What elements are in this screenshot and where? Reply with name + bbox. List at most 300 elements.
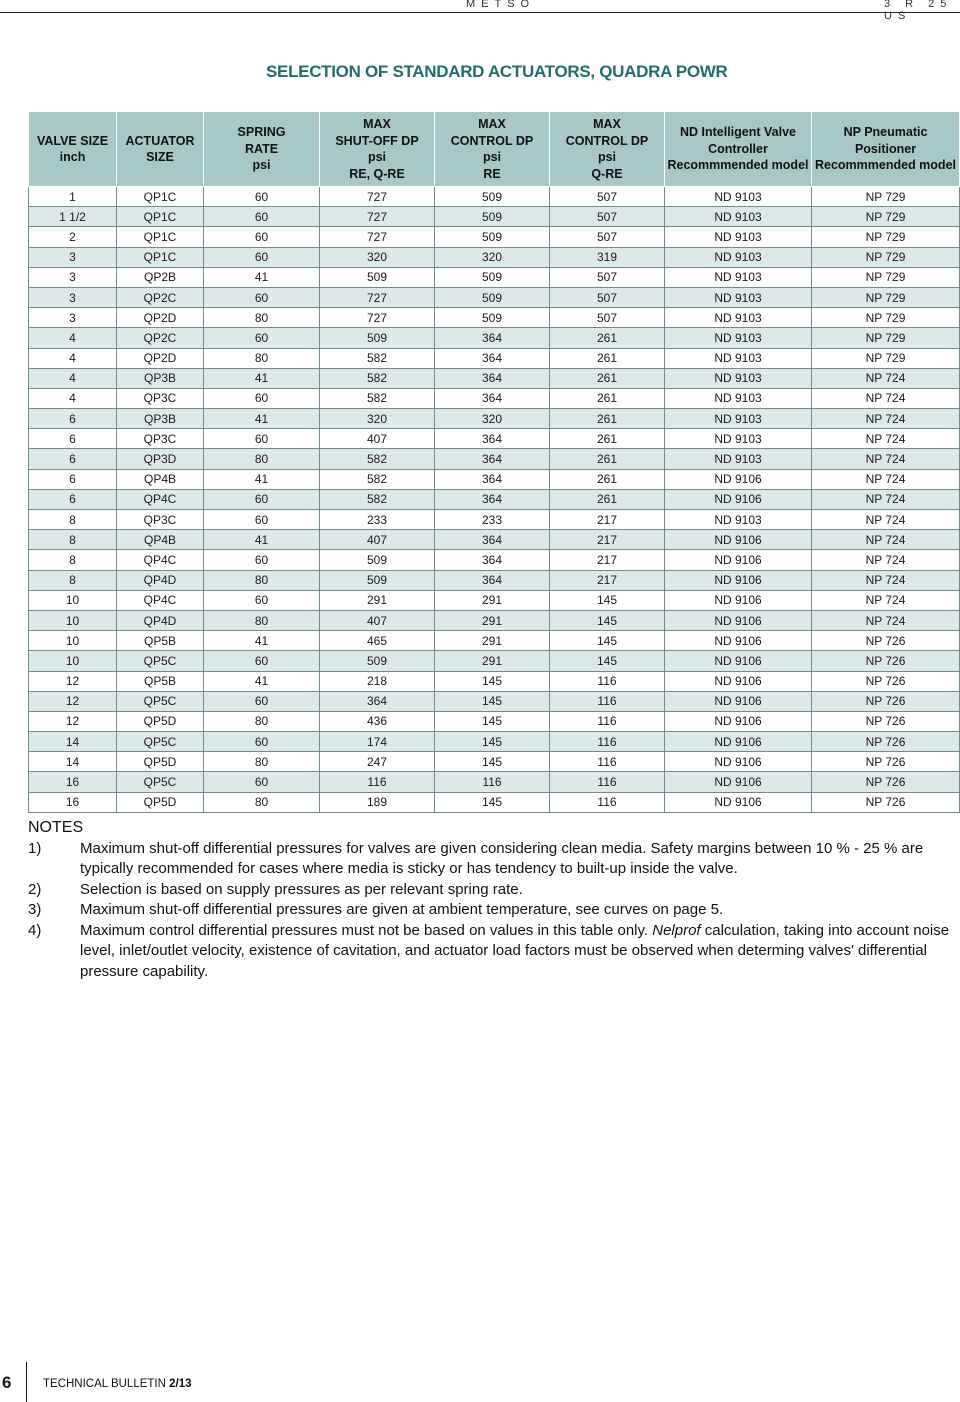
table-row: [29, 792, 960, 812]
table-cell: 4: [29, 348, 117, 368]
table-cell: 41: [204, 368, 320, 388]
table-cell: 3: [29, 287, 117, 307]
note-text: [80, 922, 949, 980]
table-cell: 80: [204, 610, 320, 630]
table-cell: 261: [550, 348, 665, 368]
table-cell: 364: [435, 328, 550, 348]
table-cell: ND 9103: [665, 429, 812, 449]
column-header-line: MAX: [363, 117, 391, 131]
table-cell: 364: [435, 429, 550, 449]
table-cell: 3: [29, 308, 117, 328]
table-cell: 116: [550, 671, 665, 691]
table-cell: 145: [435, 752, 550, 772]
doc-code: 3 R 25 US: [884, 0, 953, 22]
table-cell: ND 9106: [665, 732, 812, 752]
note-item: [28, 900, 960, 921]
table-cell: NP 726: [812, 631, 960, 651]
table-cell: 6: [29, 449, 117, 469]
table-cell: 60: [204, 590, 320, 610]
table-cell: QP1C: [117, 207, 204, 227]
table-cell: 60: [204, 227, 320, 247]
table-cell: NP 729: [812, 227, 960, 247]
column-header-line: Controller: [708, 141, 768, 156]
table-cell: 364: [435, 388, 550, 408]
table-cell: QP2D: [117, 308, 204, 328]
table-cell: 80: [204, 348, 320, 368]
table-cell: 60: [204, 388, 320, 408]
note-text-after: calculation, taking into account noise level, inlet/outlet velocity, existence of cavitation, and actuator load factors must be observed when determing valves' differential pressure capability.: [80, 921, 950, 980]
table-cell: 261: [550, 429, 665, 449]
table-cell: ND 9103: [665, 207, 812, 227]
table-cell: 509: [435, 287, 550, 307]
table-cell: 218: [320, 671, 435, 691]
table-cell: NP 726: [812, 711, 960, 731]
table-row: [29, 308, 960, 328]
table-row: [29, 570, 960, 590]
table-cell: ND 9106: [665, 530, 812, 550]
table-cell: 4: [29, 368, 117, 388]
table-cell: 727: [320, 187, 435, 207]
table-cell: 174: [320, 732, 435, 752]
note-number: 4): [28, 921, 42, 939]
table-cell: 261: [550, 469, 665, 489]
notes-heading: NOTES: [28, 819, 84, 836]
table-cell: 6: [29, 409, 117, 429]
table-cell: ND 9106: [665, 772, 812, 792]
column-header-line: RE, Q-RE: [349, 166, 405, 181]
table-cell: 6: [29, 489, 117, 509]
table-cell: QP2D: [117, 348, 204, 368]
table-cell: ND 9106: [665, 651, 812, 671]
table-cell: NP 724: [812, 510, 960, 530]
table-cell: 41: [204, 409, 320, 429]
table-cell: QP5C: [117, 691, 204, 711]
column-header-line: Positioner: [854, 141, 917, 156]
table-cell: 727: [320, 287, 435, 307]
table-cell: 60: [204, 691, 320, 711]
table-cell: ND 9103: [665, 409, 812, 429]
table-cell: 116: [550, 732, 665, 752]
column-header-line: VALVE SIZE: [36, 133, 109, 148]
column-header-line: SHUT-OFF DP: [335, 133, 419, 148]
column-header-line: psi: [597, 150, 617, 164]
table-cell: ND 9103: [665, 328, 812, 348]
column-header: [550, 112, 665, 187]
table-row: [29, 691, 960, 711]
column-header: [204, 112, 320, 187]
table-cell: QP1C: [117, 187, 204, 207]
footer-label: [43, 1378, 192, 1390]
table-cell: 509: [320, 550, 435, 570]
table-cell: QP4C: [117, 590, 204, 610]
table-cell: NP 729: [812, 267, 960, 287]
table-cell: ND 9103: [665, 348, 812, 368]
table-cell: ND 9103: [665, 227, 812, 247]
table-cell: 8: [29, 530, 117, 550]
table-cell: QP4B: [117, 530, 204, 550]
table-cell: 10: [29, 651, 117, 671]
table-cell: NP 726: [812, 651, 960, 671]
table-cell: NP 729: [812, 328, 960, 348]
table-cell: 320: [435, 409, 550, 429]
table-cell: 116: [320, 772, 435, 792]
table-cell: NP 729: [812, 287, 960, 307]
table-cell: 509: [435, 207, 550, 227]
table-cell: NP 724: [812, 368, 960, 388]
table-cell: 80: [204, 792, 320, 812]
table-cell: ND 9106: [665, 671, 812, 691]
table-cell: 582: [320, 469, 435, 489]
table-cell: 41: [204, 631, 320, 651]
table-cell: QP5B: [117, 671, 204, 691]
table-cell: 261: [550, 409, 665, 429]
table-cell: ND 9106: [665, 590, 812, 610]
table-body: [29, 187, 960, 813]
note-item: [28, 880, 960, 901]
table-cell: 14: [29, 732, 117, 752]
table-cell: 261: [550, 388, 665, 408]
table-cell: ND 9106: [665, 570, 812, 590]
table-cell: ND 9103: [665, 247, 812, 267]
table-cell: 6: [29, 429, 117, 449]
table-cell: NP 724: [812, 530, 960, 550]
table-cell: 291: [435, 631, 550, 651]
table-row: [29, 752, 960, 772]
column-header-line: CONTROL DP: [450, 133, 534, 148]
table-cell: NP 729: [812, 348, 960, 368]
table-cell: 2: [29, 227, 117, 247]
table-cell: 582: [320, 348, 435, 368]
table-cell: 116: [435, 772, 550, 792]
table-cell: 233: [435, 510, 550, 530]
table-cell: 407: [320, 429, 435, 449]
footer-divider: [26, 1362, 27, 1402]
note-text: Maximum shut-off differential pressures for valves are given considering clean media. Safety margins between 10 % - 25 % are typically recommended for cases where media is sticky or has tendency to built-up inside the valve.: [80, 839, 924, 877]
table-cell: 145: [435, 792, 550, 812]
table-cell: 364: [435, 489, 550, 509]
column-header: [435, 112, 550, 187]
table-cell: 60: [204, 207, 320, 227]
note-number: 3): [28, 901, 42, 918]
table-cell: 145: [435, 732, 550, 752]
table-cell: 509: [435, 267, 550, 287]
table-cell: NP 726: [812, 792, 960, 812]
table-row: [29, 227, 960, 247]
table-cell: 189: [320, 792, 435, 812]
table-cell: NP 724: [812, 388, 960, 408]
table-row: [29, 651, 960, 671]
column-header-line: psi: [367, 150, 387, 164]
table-cell: NP 724: [812, 409, 960, 429]
table-cell: ND 9106: [665, 711, 812, 731]
table-cell: QP4C: [117, 489, 204, 509]
table-cell: 217: [550, 550, 665, 570]
table-cell: 727: [320, 207, 435, 227]
table-cell: 509: [320, 570, 435, 590]
table-cell: 8: [29, 550, 117, 570]
table-cell: ND 9103: [665, 267, 812, 287]
table-cell: 145: [435, 691, 550, 711]
note-number: 2): [28, 880, 42, 898]
table-cell: ND 9106: [665, 489, 812, 509]
table-cell: 727: [320, 227, 435, 247]
table-cell: 320: [435, 247, 550, 267]
table-cell: 80: [204, 752, 320, 772]
table-cell: 80: [204, 308, 320, 328]
table-row: [29, 732, 960, 752]
table-cell: 41: [204, 671, 320, 691]
table-cell: 507: [550, 227, 665, 247]
table-cell: 60: [204, 732, 320, 752]
table-row: [29, 267, 960, 287]
table-cell: QP3B: [117, 409, 204, 429]
table-cell: 507: [550, 267, 665, 287]
table-header-row: [29, 112, 960, 187]
table-cell: QP3B: [117, 368, 204, 388]
table-cell: 261: [550, 368, 665, 388]
table-cell: NP 729: [812, 247, 960, 267]
table-cell: ND 9106: [665, 691, 812, 711]
table-cell: QP1C: [117, 227, 204, 247]
table-cell: 291: [435, 651, 550, 671]
table-cell: 407: [320, 530, 435, 550]
column-header-line: MAX: [478, 117, 506, 131]
table-cell: 8: [29, 570, 117, 590]
table-cell: QP4B: [117, 469, 204, 489]
table-cell: QP5C: [117, 732, 204, 752]
table-cell: 364: [435, 348, 550, 368]
table-cell: 12: [29, 671, 117, 691]
table-cell: 41: [204, 469, 320, 489]
column-header-line: MAX: [593, 117, 621, 131]
table-cell: NP 729: [812, 308, 960, 328]
table-row: [29, 772, 960, 792]
column-header-line: inch: [59, 150, 86, 164]
table-cell: 14: [29, 752, 117, 772]
table-cell: QP5D: [117, 752, 204, 772]
table-cell: 247: [320, 752, 435, 772]
table-cell: 261: [550, 489, 665, 509]
table-cell: 60: [204, 651, 320, 671]
table-cell: 41: [204, 530, 320, 550]
table-cell: 507: [550, 308, 665, 328]
table-row: [29, 247, 960, 267]
table-cell: QP2B: [117, 267, 204, 287]
top-rule: [0, 0, 960, 22]
table-cell: 60: [204, 429, 320, 449]
table-cell: 10: [29, 590, 117, 610]
table-cell: NP 726: [812, 772, 960, 792]
table-cell: 10: [29, 631, 117, 651]
table-cell: ND 9103: [665, 368, 812, 388]
table-cell: 145: [550, 651, 665, 671]
table-cell: 1 1/2: [29, 207, 117, 227]
table-cell: 319: [550, 247, 665, 267]
table-cell: ND 9103: [665, 388, 812, 408]
table-cell: 261: [550, 328, 665, 348]
table-cell: NP 729: [812, 187, 960, 207]
table-cell: NP 724: [812, 550, 960, 570]
table-cell: QP2C: [117, 287, 204, 307]
table-cell: 12: [29, 691, 117, 711]
table-cell: 582: [320, 449, 435, 469]
table-cell: NP 726: [812, 671, 960, 691]
table-cell: ND 9106: [665, 550, 812, 570]
column-header-line: psi: [482, 150, 502, 164]
table-row: [29, 187, 960, 207]
note-text: Selection is based on supply pressures as per relevant spring rate.: [80, 880, 523, 898]
table-cell: 60: [204, 510, 320, 530]
table-row: [29, 510, 960, 530]
note-item: [28, 839, 960, 880]
column-header-line: SIZE: [146, 150, 174, 164]
column-header-line: SPRING: [237, 125, 286, 140]
note-emphasis: Nelprof: [652, 921, 701, 939]
table-cell: 60: [204, 247, 320, 267]
table-cell: QP4D: [117, 610, 204, 630]
column-header-line: ND Intelligent Valve: [679, 125, 796, 140]
table-cell: NP 724: [812, 610, 960, 630]
table-cell: 364: [435, 530, 550, 550]
table-cell: 116: [550, 772, 665, 792]
table-cell: NP 729: [812, 207, 960, 227]
table-row: [29, 489, 960, 509]
table-cell: 364: [320, 691, 435, 711]
table-cell: QP4C: [117, 550, 204, 570]
column-header-line: Recommmended model: [814, 158, 956, 173]
table-cell: NP 724: [812, 590, 960, 610]
table-cell: 4: [29, 388, 117, 408]
table-cell: QP5C: [117, 651, 204, 671]
table-cell: 507: [550, 207, 665, 227]
table-cell: QP3C: [117, 388, 204, 408]
table-cell: NP 724: [812, 570, 960, 590]
table-cell: 60: [204, 489, 320, 509]
table-cell: 364: [435, 368, 550, 388]
note-item: [28, 921, 960, 983]
table-row: [29, 671, 960, 691]
table-cell: 261: [550, 449, 665, 469]
table-cell: ND 9103: [665, 449, 812, 469]
table-cell: ND 9103: [665, 187, 812, 207]
table-cell: 60: [204, 328, 320, 348]
table-cell: 509: [435, 227, 550, 247]
table-cell: QP5B: [117, 631, 204, 651]
column-header: [117, 112, 204, 187]
column-header-line: psi: [252, 158, 271, 173]
table-row: [29, 348, 960, 368]
table-cell: 116: [550, 752, 665, 772]
table-cell: NP 724: [812, 429, 960, 449]
table-cell: 364: [435, 550, 550, 570]
table-cell: ND 9106: [665, 792, 812, 812]
table-cell: 364: [435, 449, 550, 469]
table-cell: NP 726: [812, 691, 960, 711]
table-cell: QP5D: [117, 792, 204, 812]
table-row: [29, 469, 960, 489]
table-cell: 507: [550, 187, 665, 207]
table-cell: NP 724: [812, 489, 960, 509]
table-cell: 3: [29, 247, 117, 267]
table-cell: 4: [29, 328, 117, 348]
table-cell: NP 726: [812, 752, 960, 772]
table-cell: QP3D: [117, 449, 204, 469]
table-cell: 509: [320, 651, 435, 671]
table-cell: 145: [435, 711, 550, 731]
column-header: [812, 112, 960, 187]
table-cell: 217: [550, 570, 665, 590]
page-title: SELECTION OF STANDARD ACTUATORS, QUADRA POWR: [266, 62, 728, 81]
bulletin-label: TECHNICAL BULLETIN: [43, 1378, 166, 1390]
table-row: [29, 711, 960, 731]
table-cell: 16: [29, 772, 117, 792]
column-header-line: CONTROL DP: [565, 133, 649, 148]
table-row: [29, 368, 960, 388]
table-row: [29, 530, 960, 550]
table-cell: 509: [320, 267, 435, 287]
column-header-line: ACTUATOR: [125, 133, 195, 148]
table-cell: QP4D: [117, 570, 204, 590]
table-cell: ND 9106: [665, 610, 812, 630]
table-row: [29, 610, 960, 630]
table-row: [29, 449, 960, 469]
table-cell: 407: [320, 610, 435, 630]
brand-label: METSO: [466, 0, 536, 10]
notes-section: [28, 818, 960, 982]
note-text-before: Maximum control differential pressures must not be based on values in this table only.: [80, 921, 653, 939]
table-cell: 217: [550, 530, 665, 550]
bulletin-issue: 2/13: [169, 1378, 192, 1390]
table-cell: 509: [435, 308, 550, 328]
table-cell: QP1C: [117, 247, 204, 267]
table-row: [29, 409, 960, 429]
actuator-selection-table: [28, 111, 960, 813]
table-cell: NP 724: [812, 449, 960, 469]
table-row: [29, 550, 960, 570]
table-cell: 145: [435, 671, 550, 691]
page-number: 6: [2, 1373, 12, 1392]
table-cell: 145: [550, 631, 665, 651]
table-cell: 436: [320, 711, 435, 731]
column-header: [320, 112, 435, 187]
table-cell: 320: [320, 409, 435, 429]
table-cell: 291: [320, 590, 435, 610]
column-header-line: RE: [483, 166, 501, 181]
table-cell: 116: [550, 792, 665, 812]
table-cell: 3: [29, 267, 117, 287]
table-cell: 41: [204, 267, 320, 287]
table-cell: NP 724: [812, 469, 960, 489]
table-cell: 80: [204, 570, 320, 590]
table-cell: 582: [320, 368, 435, 388]
table-row: [29, 207, 960, 227]
table-cell: 80: [204, 711, 320, 731]
table-cell: ND 9106: [665, 469, 812, 489]
table-cell: 10: [29, 610, 117, 630]
table-cell: 364: [435, 570, 550, 590]
column-header-line: Q-RE: [591, 166, 623, 181]
table-cell: 509: [435, 187, 550, 207]
table-cell: ND 9103: [665, 287, 812, 307]
table-cell: QP2C: [117, 328, 204, 348]
table-cell: 582: [320, 388, 435, 408]
column-header-line: NP Pneumatic: [843, 125, 928, 140]
table-row: [29, 590, 960, 610]
note-text: Maximum shut-off differential pressures are given at ambient temperature, see curves on page 5.: [80, 901, 724, 918]
table-cell: 233: [320, 510, 435, 530]
table-cell: QP3C: [117, 429, 204, 449]
table-cell: 465: [320, 631, 435, 651]
